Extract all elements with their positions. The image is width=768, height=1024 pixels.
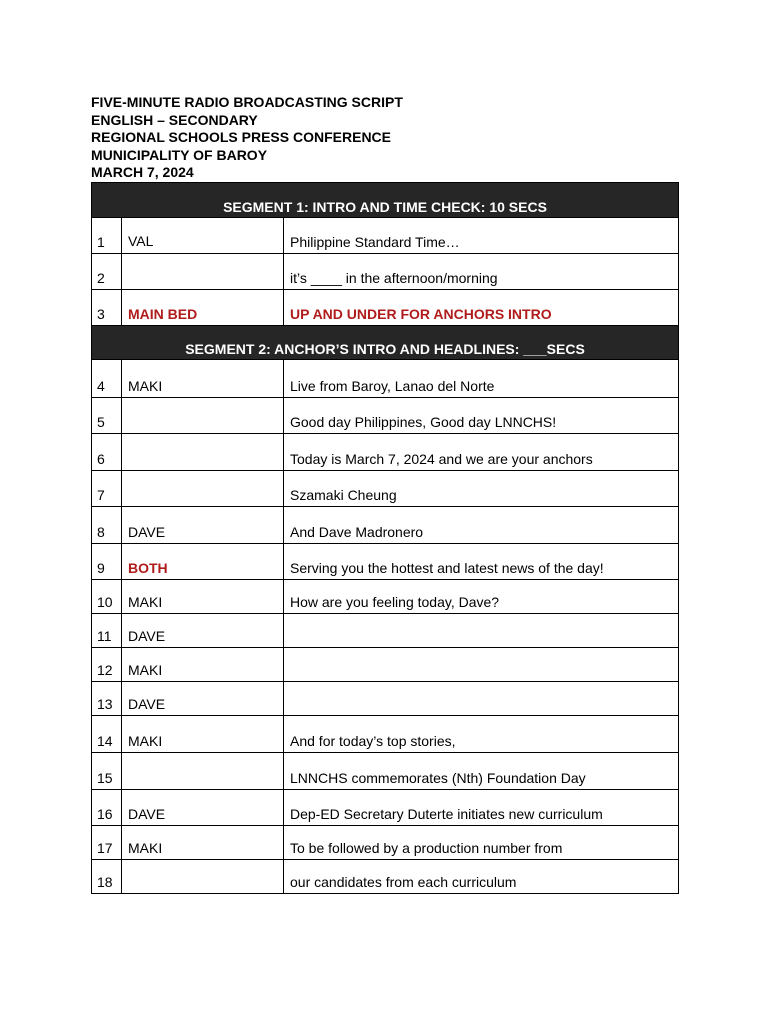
table-row — [92, 507, 679, 544]
line-cell — [284, 648, 679, 682]
row-number: 15 — [92, 753, 122, 790]
line-cell: Dep-ED Secretary Duterte initiates new curriculum — [284, 790, 679, 826]
row-number: 11 — [92, 614, 122, 648]
row-number: 10 — [92, 580, 122, 614]
table-row — [92, 753, 679, 790]
speaker-cell: VAL — [122, 218, 284, 254]
table-row — [92, 360, 679, 398]
speaker-cell — [122, 254, 284, 290]
speaker-cell: DAVE — [122, 790, 284, 826]
row-number: 12 — [92, 648, 122, 682]
line-cell: Serving you the hottest and latest news of the day! — [284, 544, 679, 580]
row-number: 7 — [92, 471, 122, 507]
segment-title: SEGMENT 2: ANCHOR’S INTRO AND HEADLINES: ___SECS — [92, 326, 679, 360]
row-number: 16 — [92, 790, 122, 826]
location-line: MUNICIPALITY OF BAROY — [91, 146, 268, 163]
line-cell: Philippine Standard Time… — [284, 218, 679, 254]
segment-title: SEGMENT 1: INTRO AND TIME CHECK: 10 SECS — [92, 183, 679, 218]
speaker-cell: MAKI — [122, 580, 284, 614]
row-number: 6 — [92, 434, 122, 471]
table-row — [92, 398, 679, 434]
script-header — [91, 94, 403, 182]
table-row — [92, 716, 679, 753]
row-number: 3 — [92, 290, 122, 326]
speaker-cell — [122, 753, 284, 790]
table-row — [92, 790, 679, 826]
line-cell: Today is March 7, 2024 and we are your anchors — [284, 434, 679, 471]
speaker-cell — [122, 471, 284, 507]
line-cell: And for today’s top stories, — [284, 716, 679, 753]
segment-header — [92, 326, 679, 360]
speaker-cell: DAVE — [122, 614, 284, 648]
line-cell: it’s ____ in the afternoon/morning — [284, 254, 679, 290]
row-number: 8 — [92, 507, 122, 544]
table-row — [92, 580, 679, 614]
line-cell: Szamaki Cheung — [284, 471, 679, 507]
event-line: REGIONAL SCHOOLS PRESS CONFERENCE — [91, 129, 392, 146]
row-number: 2 — [92, 254, 122, 290]
speaker-cell: BOTH — [122, 544, 284, 580]
line-cell: LNNCHS commemorates (Nth) Foundation Day — [284, 753, 679, 790]
table-row — [92, 826, 679, 860]
line-cell: UP AND UNDER FOR ANCHORS INTRO — [284, 290, 679, 326]
table-row — [92, 434, 679, 471]
speaker-cell: DAVE — [122, 682, 284, 716]
script-title: FIVE-MINUTE RADIO BROADCASTING SCRIPT — [91, 94, 403, 110]
table-row — [92, 290, 679, 326]
line-cell: How are you feeling today, Dave? — [284, 580, 679, 614]
row-number: 14 — [92, 716, 122, 753]
speaker-cell — [122, 860, 284, 894]
table-row — [92, 648, 679, 682]
script-table — [91, 182, 679, 894]
speaker-cell — [122, 434, 284, 471]
table-row — [92, 544, 679, 580]
line-cell: And Dave Madronero — [284, 507, 679, 544]
row-number: 5 — [92, 398, 122, 434]
table-row — [92, 254, 679, 290]
row-number: 4 — [92, 360, 122, 398]
row-number: 1 — [92, 218, 122, 254]
speaker-cell: MAKI — [122, 360, 284, 398]
speaker-cell: MAKI — [122, 716, 284, 753]
segment-header — [92, 183, 679, 218]
subject-line: ENGLISH – SECONDARY — [91, 111, 258, 128]
row-number: 13 — [92, 682, 122, 716]
speaker-cell: DAVE — [122, 507, 284, 544]
speaker-cell: MAKI — [122, 648, 284, 682]
speaker-cell — [122, 398, 284, 434]
speaker-cell: MAIN BED — [122, 290, 284, 326]
row-number: 18 — [92, 860, 122, 894]
table-row — [92, 860, 679, 894]
line-cell — [284, 682, 679, 716]
line-cell: To be followed by a production number from — [284, 826, 679, 860]
table-row — [92, 682, 679, 716]
line-cell: our candidates from each curriculum — [284, 860, 679, 894]
line-cell — [284, 614, 679, 648]
line-cell: Live from Baroy, Lanao del Norte — [284, 360, 679, 398]
table-row — [92, 471, 679, 507]
speaker-cell: MAKI — [122, 826, 284, 860]
line-cell: Good day Philippines, Good day LNNCHS! — [284, 398, 679, 434]
date-line: MARCH 7, 2024 — [91, 164, 194, 181]
row-number: 9 — [92, 544, 122, 580]
row-number: 17 — [92, 826, 122, 860]
table-row — [92, 614, 679, 648]
table-row — [92, 218, 679, 254]
